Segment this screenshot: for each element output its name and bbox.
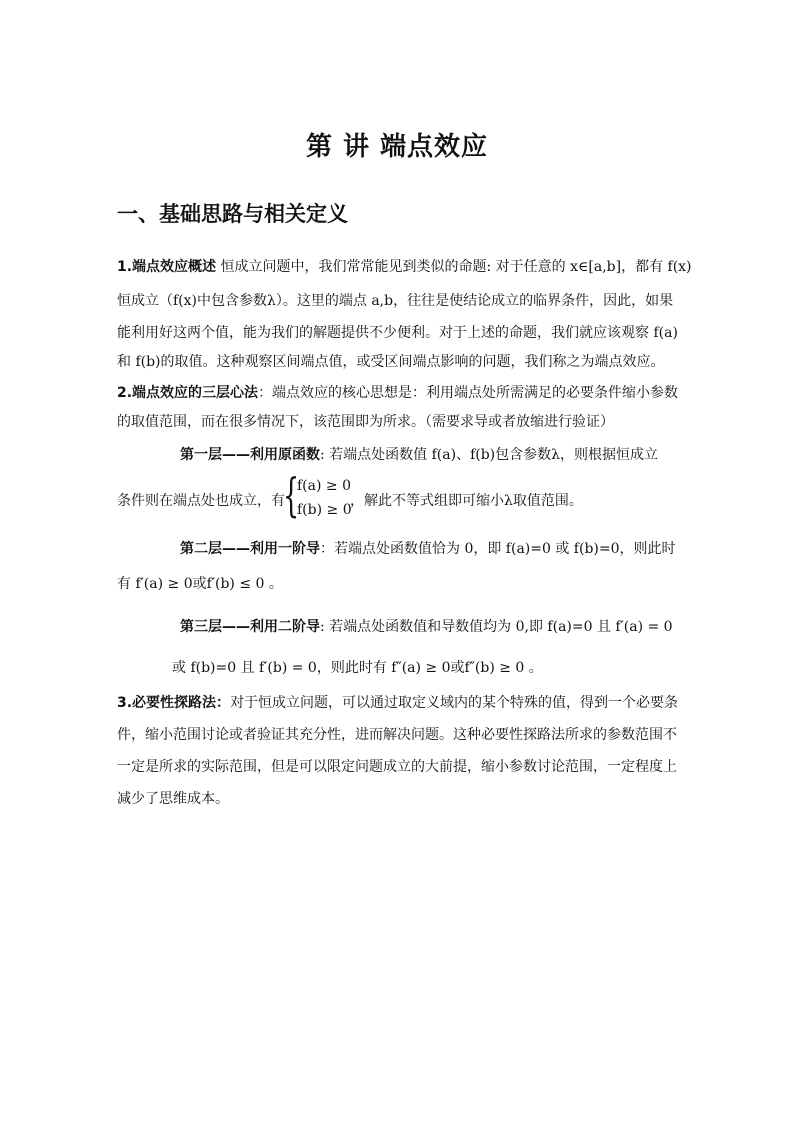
layer1-text-1: : 若端点处函数值 f(a)、f(b)包含参数λ，则根据恒成立 [320,447,659,463]
p3-line-1 [117,692,678,712]
p1-label: 1.端点效应概述 [117,259,217,275]
layer3-line-1 [180,616,673,636]
layer3-text-1: : 若端点处函数值和导数值均为 0,即 f(a)=0 且 f′(a) = 0 [320,619,673,635]
p2-line-1 [117,382,678,402]
layer1-line-2b: ，解此不等式组即可缩小λ取值范围。 [350,493,583,509]
layer2-text-1: ：若端点处函数值恰为 0，即 f(a)=0 或 f(b)=0，则此时 [320,541,676,557]
p1-line-4: 和 f(b)的取值。这种观察区间端点值，或受区间端点影响的问题，我们称之为端点效应。 [117,354,665,370]
layer2-label: 第二层——利用一阶导 [180,541,320,557]
p2-text-1: ：端点效应的核心思想是：利用端点处所需满足的必要条件缩小参数 [258,385,679,401]
layer1-line-2a: 条件则在端点处也成立，有 [117,493,285,509]
brace-symbol: { [283,468,300,522]
p3-text-1: 对于恒成立问题，可以通过取定义域内的某个特殊的值，得到一个必要条 [230,695,679,711]
layer2-line-1 [180,538,676,558]
p2-label: 2.端点效应的三层心法 [117,385,259,401]
p3-label: 3.必要性探路法： [117,695,231,711]
layer2-line-2: 有 f′(a) ≥ 0或f′(b) ≤ 0 。 [117,576,283,592]
inequality-2: f(b) ≥ 0 [297,502,352,518]
layer1-label: 第一层——利用原函数 [180,447,320,463]
p3-line-2: 件，缩小范围讨论或者验证其充分性，进而解决问题。这种必要性探路法所求的参数范围不 [117,727,677,743]
p2-line-2: 的取值范围，而在很多情况下，该范围即为所求。（需要求导或者放缩进行验证） [117,414,614,430]
layer3-label: 第三层——利用二阶导 [180,619,320,635]
section-heading: 一、基础思路与相关定义 [117,202,348,226]
p1-line-2: 恒成立（f(x)中包含参数λ）。这里的端点 a,b，往往是使结论成立的临界条件，因此，如果 [117,293,674,309]
p3-line-4: 减少了思维成本。 [117,791,229,807]
layer3-line-2: 或 f(b)=0 且 f′(b) = 0，则此时有 f″(a) ≥ 0或f″(b) ≥ 0 。 [172,660,543,676]
p1-line-3: 能利用好这两个值，能为我们的解题提供不少便利。对于上述的命题，我们就应该观察 f(a) [117,325,678,341]
p1-line-1 [117,256,692,276]
inequality-1: f(a) ≥ 0 [297,478,351,494]
p1-text-1: 恒成立问题中，我们常常能见到类似的命题: 对于任意的 x∈[a,b]，都有 f(x) [216,259,692,275]
p3-line-3: 一定是所求的实际范围，但是可以限定问题成立的大前提，缩小参数讨论范围，一定程度上 [117,759,677,775]
page-title: 第 讲 端点效应 [305,132,489,162]
layer1-line-1 [180,444,658,464]
